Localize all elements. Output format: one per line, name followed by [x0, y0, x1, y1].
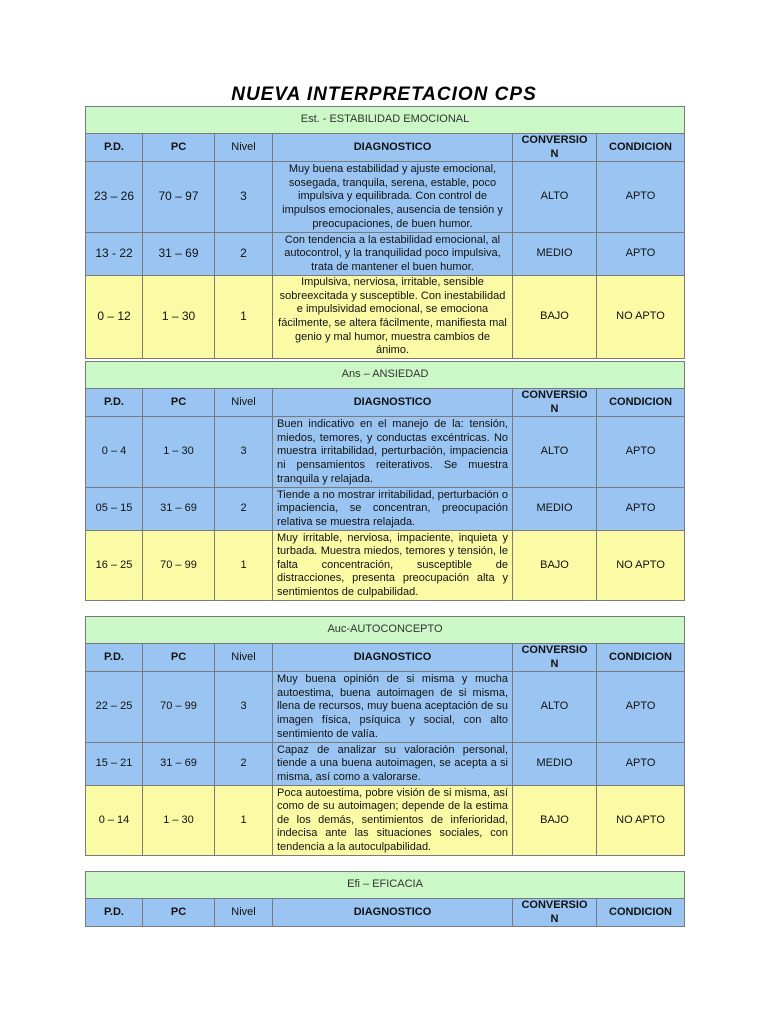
cell-condicion: APTO	[597, 488, 685, 531]
cell-conversion: ALTO	[513, 417, 597, 488]
section-heading: Auc-AUTOCONCEPTO	[86, 617, 685, 644]
table-row	[86, 162, 685, 233]
col-pc-header: PC	[143, 899, 215, 927]
table-row	[86, 531, 685, 601]
col-conversion-header: CONVERSIO N	[513, 389, 597, 417]
cell-condicion: APTO	[597, 162, 685, 233]
cell-diagnostico: Poca autoestima, pobre visión de si misma, así como de su autoimagen; depende de la estima de los demás, sentimientos de inferioridad, indecisa ante las situaciones sociales, con tendencia a la autoculpabilidad.	[273, 786, 513, 856]
cell-pc: 31 – 69	[143, 488, 215, 531]
cell-pd: 13 - 22	[86, 233, 143, 276]
section-heading: Efi – EFICACIA	[86, 872, 685, 899]
cell-pc: 1 – 30	[143, 276, 215, 359]
cell-pc: 1 – 30	[143, 786, 215, 856]
cell-pc: 31 – 69	[143, 743, 215, 786]
cell-diagnostico: Buen indicativo en el manejo de la: tensión, miedos, temores, y conductas excéntricas. No muestra irritabilidad, perturbación, impaciencia ni pensamientos reiterativos. Se muestra tranquila y relajada.	[273, 417, 513, 488]
cell-pc: 70 – 97	[143, 162, 215, 233]
cell-nivel: 2	[215, 488, 273, 531]
cell-conversion: BAJO	[513, 531, 597, 601]
table-row	[86, 276, 685, 359]
table-autoconcepto	[85, 616, 685, 856]
col-pc-header: PC	[143, 134, 215, 162]
cell-diagnostico: Muy irritable, nerviosa, impaciente, inquieta y turbada. Muestra miedos, temores y tensión, le falta concentración, susceptible de distracciones, presenta preocupación alta y sentimientos de culpabilidad.	[273, 531, 513, 601]
cell-conversion: ALTO	[513, 672, 597, 743]
page-title: NUEVA INTERPRETACION CPS	[231, 84, 537, 105]
col-pd-header: P.D.	[86, 134, 143, 162]
col-pd-header: P.D.	[86, 644, 143, 672]
table-estabilidad-emocional	[85, 106, 685, 359]
cell-pd: 05 – 15	[86, 488, 143, 531]
cell-nivel: 1	[215, 786, 273, 856]
cell-pd: 22 – 25	[86, 672, 143, 743]
cell-nivel: 3	[215, 417, 273, 488]
table-row	[86, 743, 685, 786]
col-conversion-header: CONVERSIO N	[513, 899, 597, 927]
cell-condicion: APTO	[597, 743, 685, 786]
cell-conversion: BAJO	[513, 786, 597, 856]
section-heading: Est. - ESTABILIDAD EMOCIONAL	[86, 107, 685, 134]
cell-condicion: NO APTO	[597, 531, 685, 601]
cell-pc: 70 – 99	[143, 672, 215, 743]
table-row	[86, 417, 685, 488]
col-diagnostico-header: DIAGNOSTICO	[273, 644, 513, 672]
section-heading: Ans – ANSIEDAD	[86, 362, 685, 389]
cell-nivel: 2	[215, 233, 273, 276]
table-eficacia	[85, 871, 685, 927]
cell-condicion: APTO	[597, 233, 685, 276]
col-diagnostico-header: DIAGNOSTICO	[273, 899, 513, 927]
col-condicion-header: CONDICION	[597, 644, 685, 672]
cell-diagnostico: Impulsiva, nerviosa, irritable, sensible sobreexcitada y susceptible. Con inestabilidad e impulsividad emocional, se emociona fácilmente, se altera fácilmente, manifiesta mal genio y mal humor, muestra cambios de ánimo.	[273, 276, 513, 359]
cell-diagnostico: Capaz de analizar su valoración personal, tiende a una buena autoimagen, se acepta a si misma, así como a valorarse.	[273, 743, 513, 786]
cell-conversion: BAJO	[513, 276, 597, 359]
cell-nivel: 1	[215, 276, 273, 359]
cell-diagnostico: Muy buena opinión de si misma y mucha autoestima, buena autoimagen de si misma, llena de recursos, muy buena aceptación de su imagen física, psíquica y social, con alto sentimiento de valía.	[273, 672, 513, 743]
table-row	[86, 786, 685, 856]
col-diagnostico-header: DIAGNOSTICO	[273, 134, 513, 162]
col-condicion-header: CONDICION	[597, 899, 685, 927]
table-ansiedad	[85, 361, 685, 601]
cell-condicion: NO APTO	[597, 276, 685, 359]
cell-pd: 0 – 14	[86, 786, 143, 856]
cell-diagnostico: Muy buena estabilidad y ajuste emocional, sosegada, tranquila, serena, estable, poco impulsiva y equilibrada. Con control de impulsos emocionales, ausencia de tensión y preocupaciones, de buen humor.	[273, 162, 513, 233]
col-condicion-header: CONDICION	[597, 389, 685, 417]
col-pd-header: P.D.	[86, 389, 143, 417]
table-row	[86, 233, 685, 276]
table-row	[86, 488, 685, 531]
cell-condicion: APTO	[597, 672, 685, 743]
cell-pd: 23 – 26	[86, 162, 143, 233]
cell-pc: 70 – 99	[143, 531, 215, 601]
cell-pc: 1 – 30	[143, 417, 215, 488]
table-row	[86, 672, 685, 743]
cell-nivel: 3	[215, 162, 273, 233]
cell-condicion: NO APTO	[597, 786, 685, 856]
cell-pd: 0 – 12	[86, 276, 143, 359]
col-nivel-header: Nivel	[215, 644, 273, 672]
col-diagnostico-header: DIAGNOSTICO	[273, 389, 513, 417]
cell-diagnostico: Tiende a no mostrar irritabilidad, perturbación o impaciencia, se concentran, preocupación relativa se muestra relajada.	[273, 488, 513, 531]
cell-nivel: 1	[215, 531, 273, 601]
cell-diagnostico: Con tendencia a la estabilidad emocional, al autocontrol, y la tranquilidad poco impulsiva, trata de mantener el buen humor.	[273, 233, 513, 276]
cell-pd: 15 – 21	[86, 743, 143, 786]
cell-nivel: 2	[215, 743, 273, 786]
cell-conversion: ALTO	[513, 162, 597, 233]
col-conversion-header: CONVERSIO N	[513, 134, 597, 162]
cell-conversion: MEDIO	[513, 488, 597, 531]
cell-pc: 31 – 69	[143, 233, 215, 276]
cell-conversion: MEDIO	[513, 233, 597, 276]
col-nivel-header: Nivel	[215, 899, 273, 927]
col-pc-header: PC	[143, 389, 215, 417]
col-pc-header: PC	[143, 644, 215, 672]
cell-pd: 16 – 25	[86, 531, 143, 601]
col-nivel-header: Nivel	[215, 389, 273, 417]
col-condicion-header: CONDICION	[597, 134, 685, 162]
col-conversion-header: CONVERSIO N	[513, 644, 597, 672]
cell-pd: 0 – 4	[86, 417, 143, 488]
col-nivel-header: Nivel	[215, 134, 273, 162]
col-pd-header: P.D.	[86, 899, 143, 927]
cell-nivel: 3	[215, 672, 273, 743]
cell-conversion: MEDIO	[513, 743, 597, 786]
cell-condicion: APTO	[597, 417, 685, 488]
